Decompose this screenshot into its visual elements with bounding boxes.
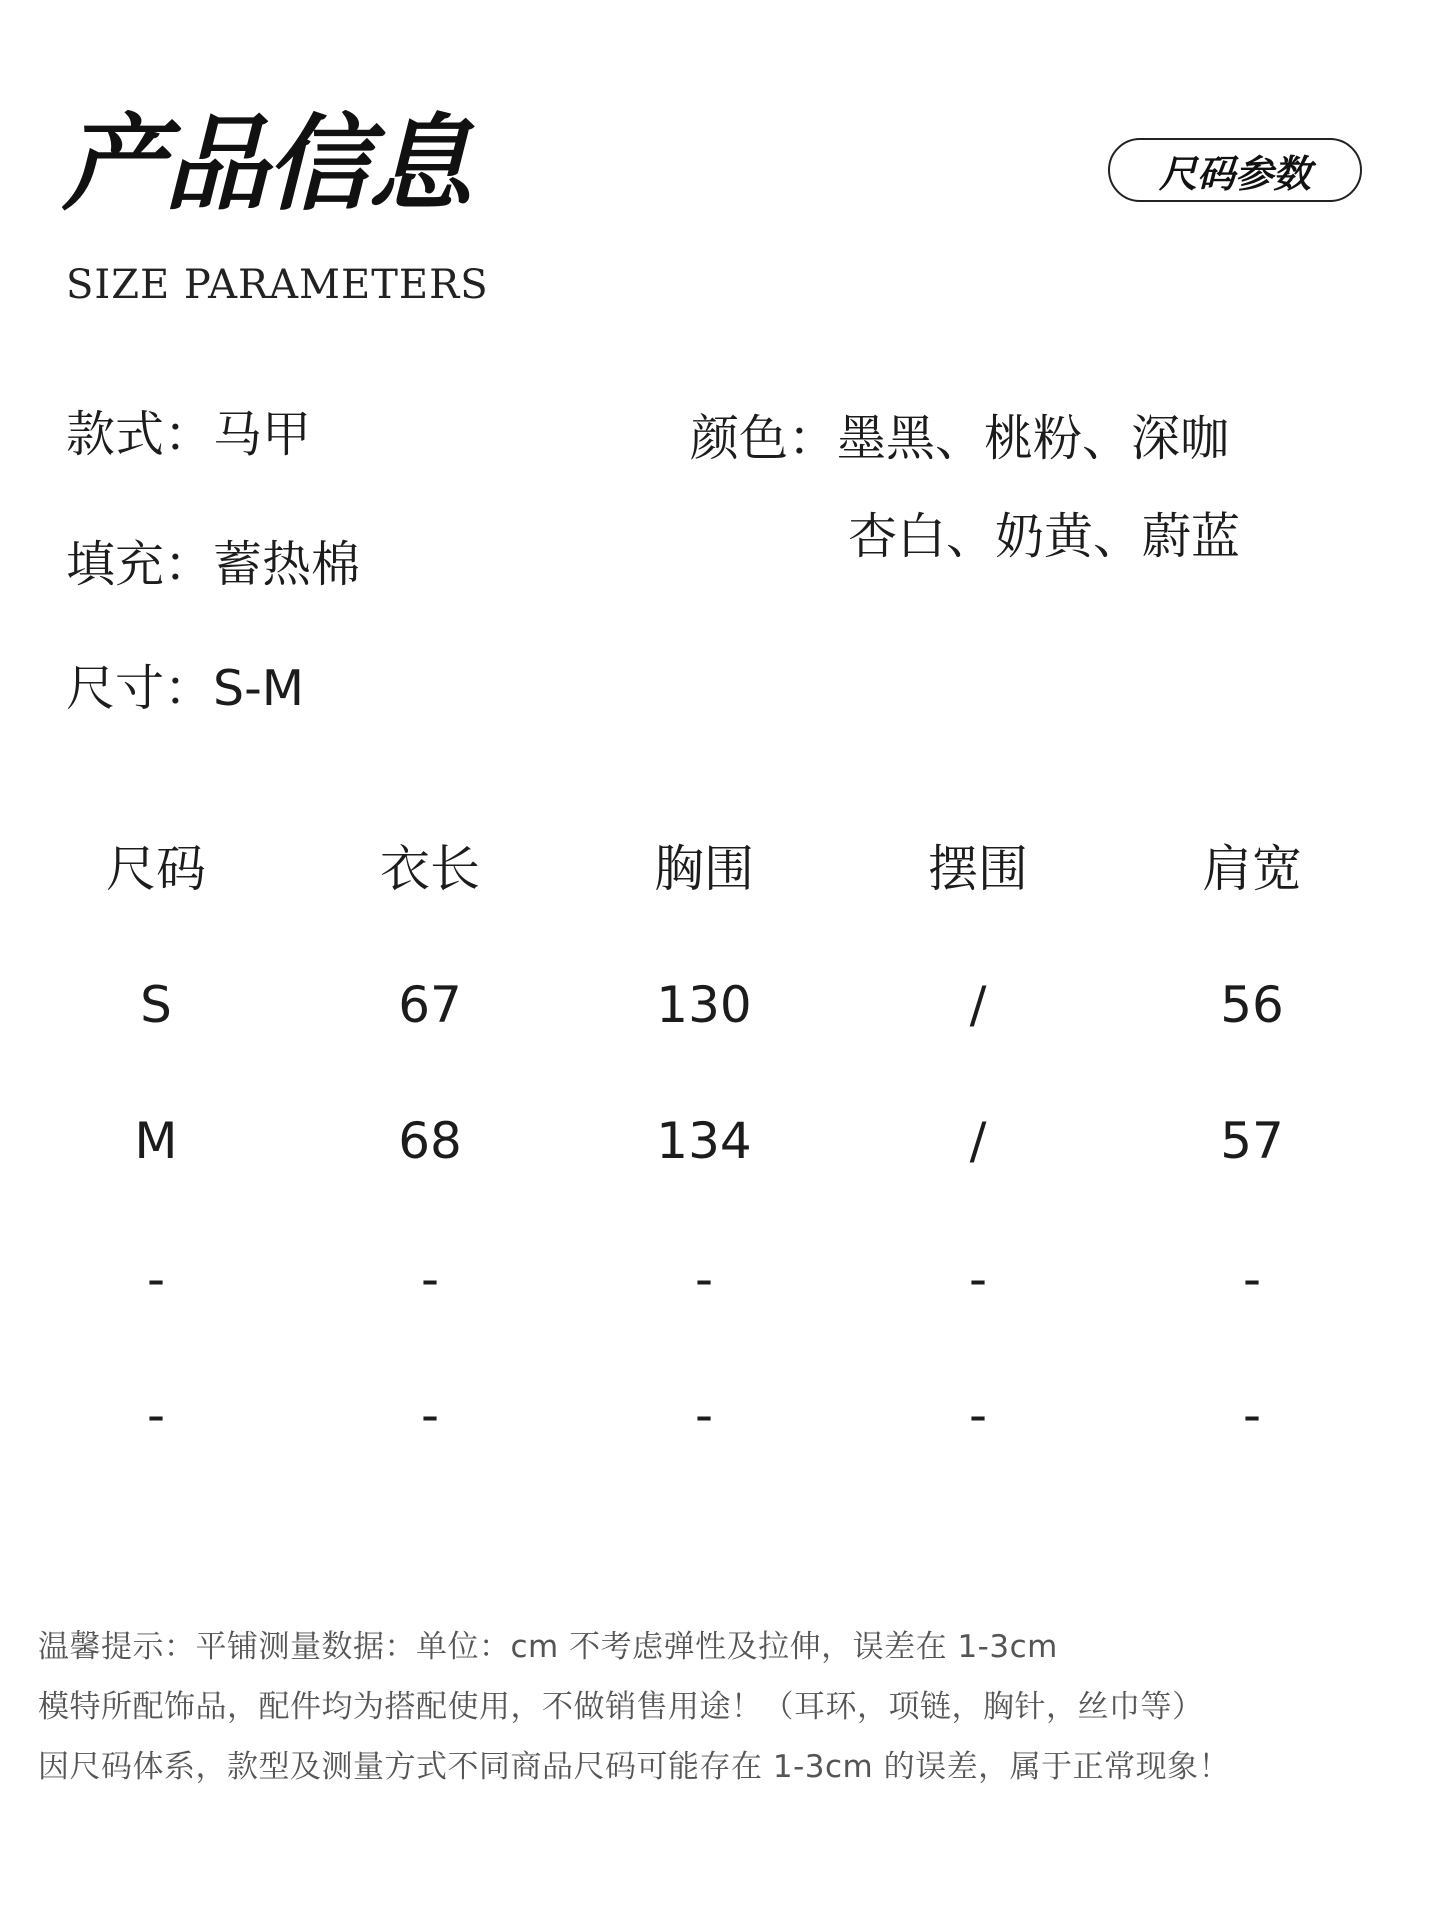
style-row xyxy=(66,406,312,463)
table-cell: - xyxy=(146,1250,166,1308)
color-label: 颜色： xyxy=(690,410,838,467)
table-cell: / xyxy=(969,1112,987,1170)
table-cell: 57 xyxy=(1220,1112,1284,1170)
table-cell: M xyxy=(134,1112,178,1170)
table-cell: 134 xyxy=(656,1112,752,1170)
table-cell: 130 xyxy=(656,976,752,1034)
style-value: 马甲 xyxy=(213,406,312,463)
table-cell: - xyxy=(420,1250,440,1308)
size-label: 尺寸： xyxy=(66,660,214,717)
note-line-3: 因尺码体系，款型及测量方式不同商品尺码可能存在 1-3cm 的误差，属于正常现象！ xyxy=(38,1749,1231,1785)
table-cell: - xyxy=(694,1386,714,1444)
table-cell: - xyxy=(420,1386,440,1444)
table-cell: - xyxy=(146,1386,166,1444)
color-value-line2: 杏白、奶黄、蔚蓝 xyxy=(848,508,1241,565)
page-subtitle: SIZE PARAMETERS xyxy=(66,262,489,308)
table-cell: S xyxy=(140,976,172,1034)
table-cell: 68 xyxy=(398,1112,462,1170)
note-line-1: 温馨提示：平铺测量数据：单位：cm 不考虑弹性及拉伸，误差在 1-3cm xyxy=(38,1629,1058,1665)
header-length: 衣长 xyxy=(380,840,480,898)
table-cell: - xyxy=(968,1250,988,1308)
note-line-2: 模特所配饰品，配件均为搭配使用，不做销售用途！（耳环，项链，胸针，丝巾等） xyxy=(38,1689,1204,1725)
table-cell: 56 xyxy=(1220,976,1284,1034)
table-cell: 67 xyxy=(398,976,462,1034)
size-params-badge: 尺码参数 xyxy=(1108,138,1362,202)
header-hem: 摆围 xyxy=(928,840,1028,898)
filling-row xyxy=(66,536,361,593)
table-cell: - xyxy=(968,1386,988,1444)
color-row xyxy=(690,410,1230,467)
size-value: S-M xyxy=(213,660,305,717)
page-title: 产品信息 xyxy=(62,102,471,225)
header-size: 尺码 xyxy=(106,840,206,898)
header-chest: 胸围 xyxy=(654,840,754,898)
size-row xyxy=(66,660,305,717)
filling-value: 蓄热棉 xyxy=(213,536,361,593)
style-label: 款式： xyxy=(66,406,214,463)
header-shoulder: 肩宽 xyxy=(1202,840,1302,898)
table-cell: - xyxy=(694,1250,714,1308)
table-cell: - xyxy=(1242,1250,1262,1308)
color-value-line1: 墨黑、桃粉、深咖 xyxy=(837,410,1230,467)
filling-label: 填充： xyxy=(66,536,214,593)
table-cell: - xyxy=(1242,1386,1262,1444)
table-cell: / xyxy=(969,976,987,1034)
